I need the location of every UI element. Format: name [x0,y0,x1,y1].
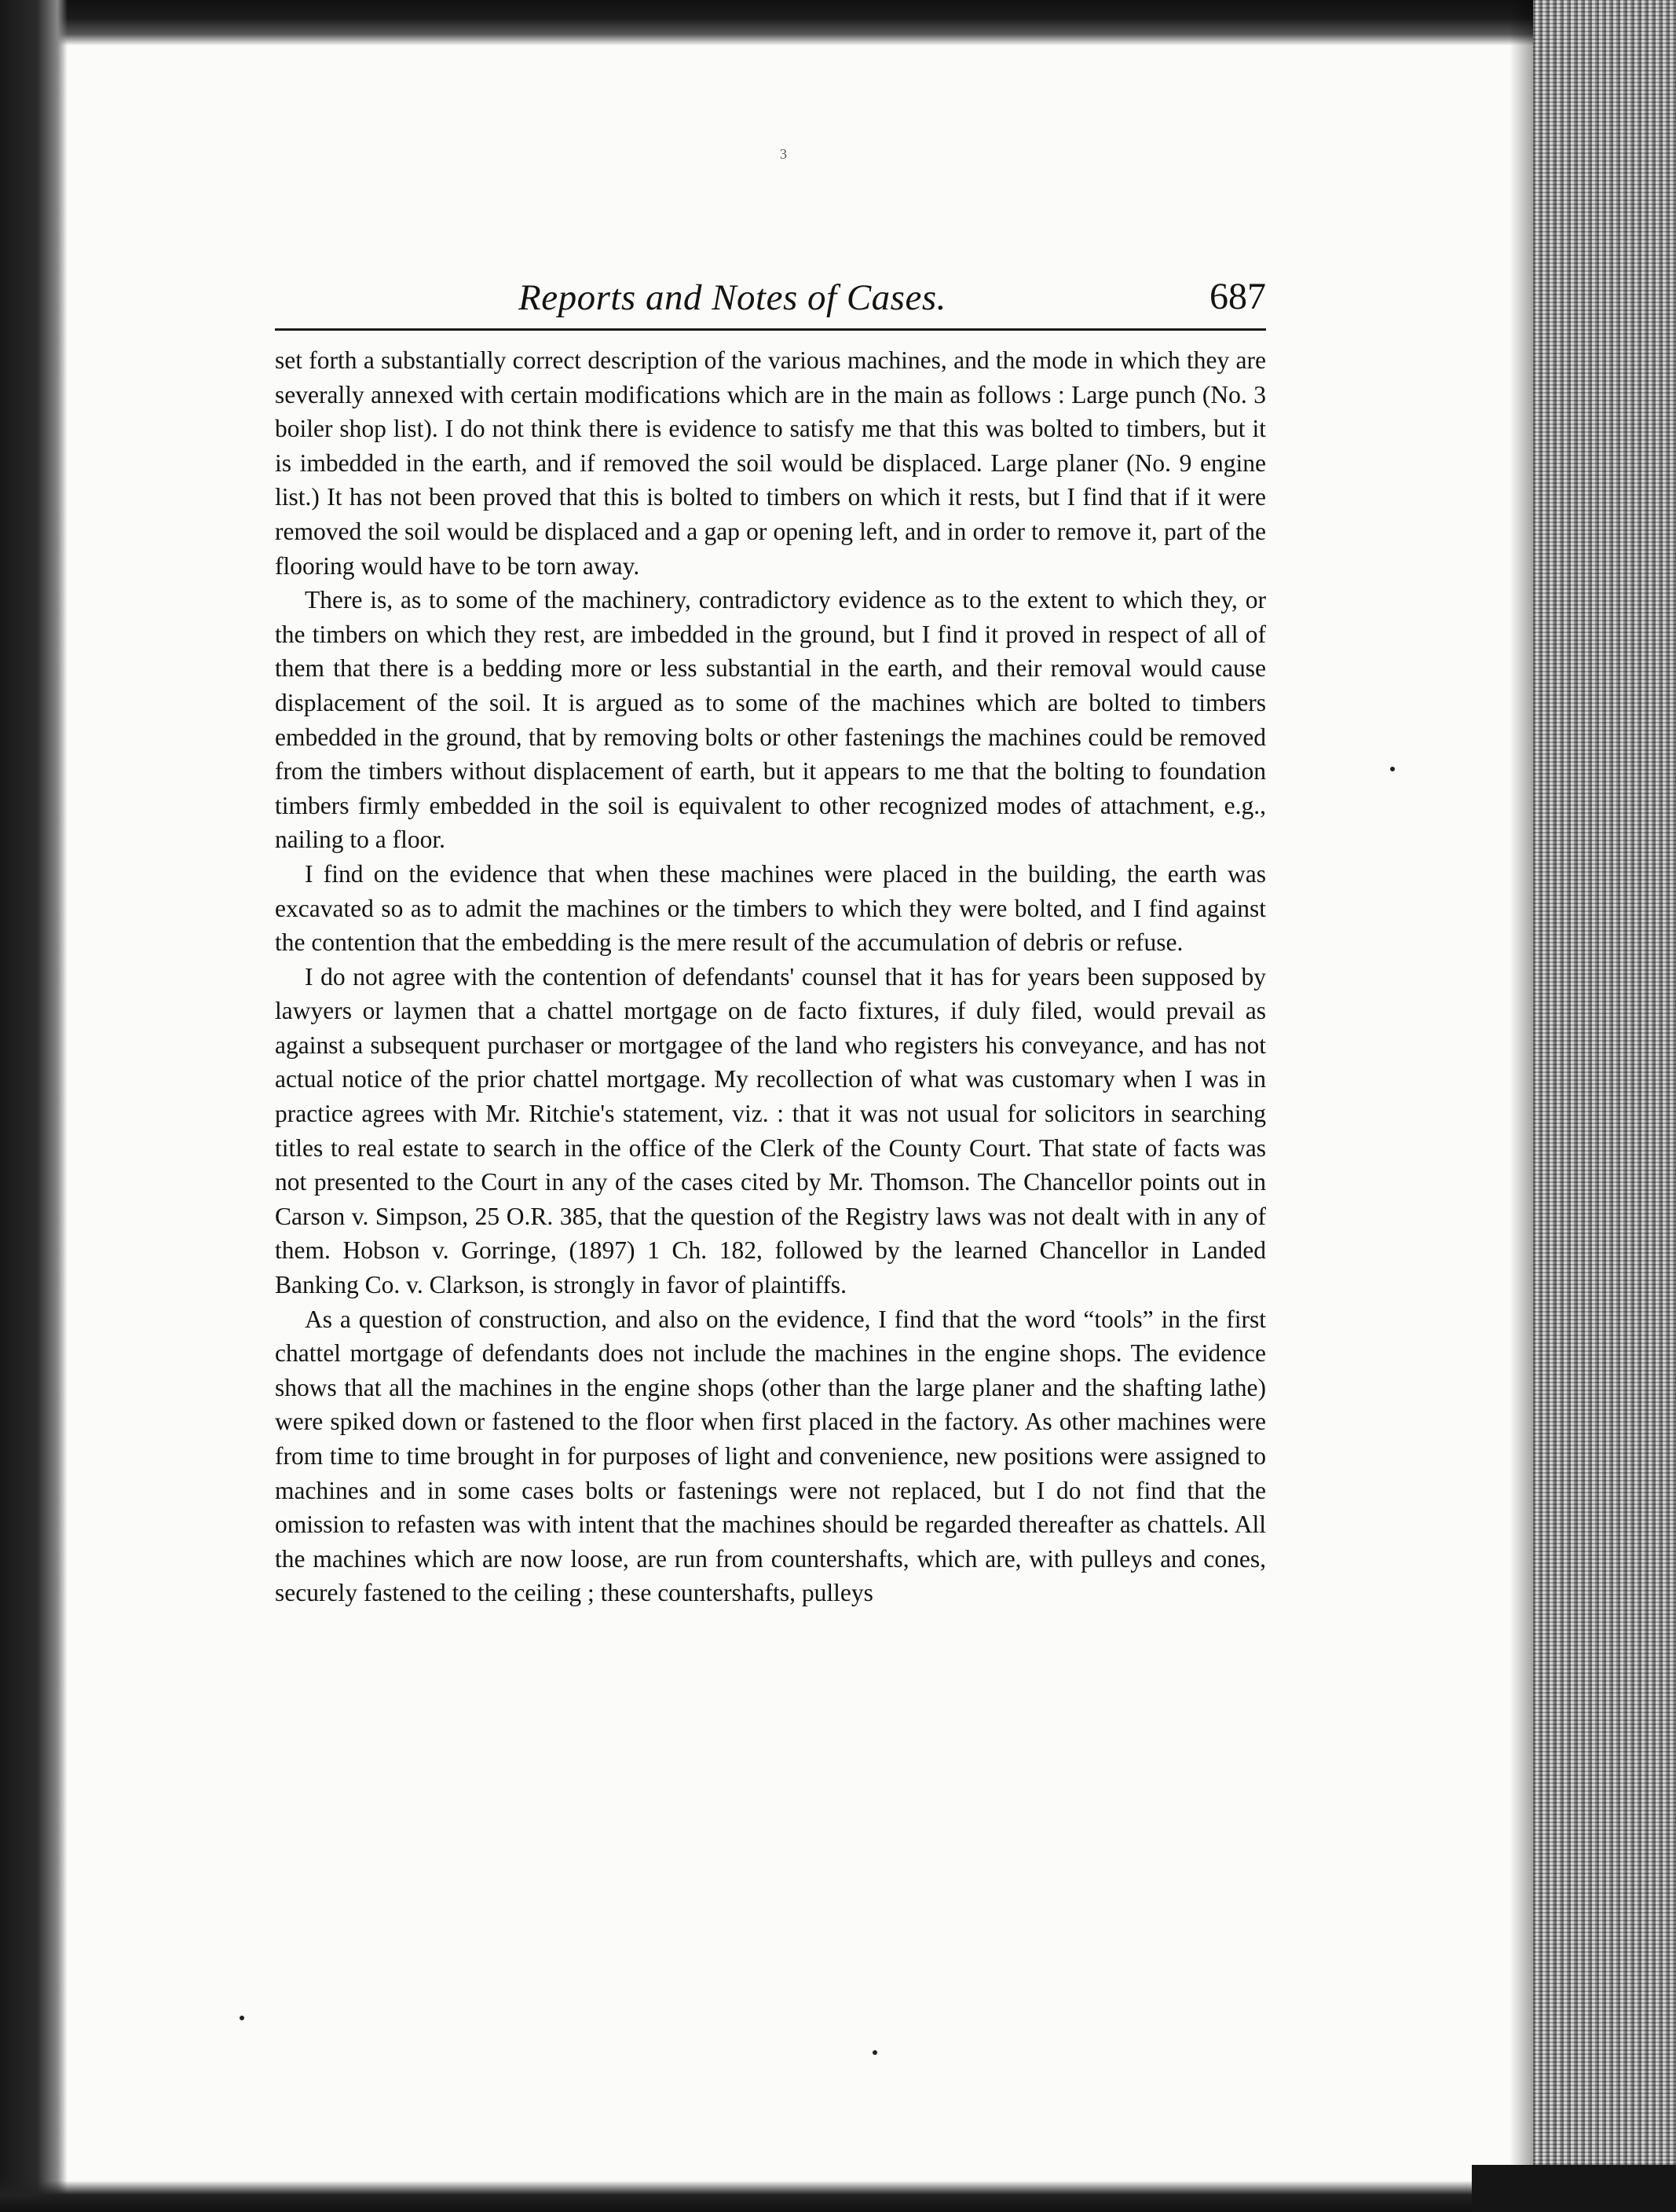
body-text [275,343,1266,1610]
scan-bottom-right-corner [1472,2165,1676,2212]
running-title: Reports and Notes of Cases. [518,277,946,318]
header-rule [275,328,1266,331]
page-number: 687 [1209,276,1266,317]
scan-top-edge [0,0,1676,46]
paragraph: There is, as to some of the machinery, contradictory evidence as to the extent to which they, or the timbers on which they rest, are imbedded in the ground, but I find it proved in respect of all of them that there is a bedding more or less substantial in the earth, and their removal would cause displacement of the soil. It is argued as to some of the machines which are bolted to timbers embedded in the ground, that by removing bolts or other fastenings the machines could be removed from the timbers without displacement of earth, but it appears to me that the bolting to foundation timbers firmly embedded in the soil is equivalent to other recognized modes of attachment, e.g., nailing to a floor. [275,586,1266,854]
ink-speck [1390,767,1395,771]
page-content [275,276,1266,1610]
paragraph: As a question of construction, and also on the evidence, I find that the word “tools” in the first chattel mortgage of defendants does not include the machines in the engine shops. The evidence shows that all the machines in the engine shops (other than the large planer and the shafting lathe) were spiked down or fastened to the floor when first placed in the factory. As other machines were from time to time brought in for purposes of light and convenience, new positions were assigned to machines and in some cases bolts or fastenings were not replaced, but I do not find that the omission to refasten was with intent that the machines should be regarded thereafter as chattels. All the machines which are now loose, are run from countershafts, which are, with pulleys and cones, securely fastened to the ceiling ; these countershafts, pulleys [275,1305,1266,1607]
scan-left-edge [0,0,68,2212]
paragraph: I do not agree with the contention of defendants' counsel that it has for years been supposed by lawyers or laymen that a chattel mortgage on de facto fixtures, if duly filed, would prevail as against a subsequent purchaser or mortgagee of the land who registers his conveyance, and has not actual notice of the prior chattel mortgage. My recollection of what was customary when I was in practice agrees with Mr. Ritchie's statement, viz. : that it was not usual for solicitors in searching titles to real estate to search in the office of the Clerk of the County Court. That state of facts was not presented to the Court in any of the cases cited by Mr. Thomson. The Chancellor points out in Carson v. Simpson, 25 O.R. 385, that the question of the Registry laws was not dealt with in any of them. Hobson v. Gorringe, (1897) 1 Ch. 182, followed by the learned Chancellor in Landed Banking Co. v. Clarkson, is strongly in favor of plaintiffs. [275,962,1266,1299]
scan-right-edge [1533,0,1676,2212]
scan-bottom-edge [0,2181,1676,2212]
scan-binding-shadow [1509,0,1533,2212]
top-mark: 3 [780,146,787,162]
ink-speck [873,2050,877,2055]
ink-speck [240,2016,244,2020]
running-head [275,276,1266,328]
paragraph: I find on the evidence that when these machines were placed in the building, the earth was excavated so as to admit the machines or the timbers to which they were bolted, and I find against the contention that the embedding is the mere result of the accumulation of debris or refuse. [275,859,1266,957]
paragraph: set forth a substantially correct description of the various machines, and the mode in which they are severally annexed with certain modifications which are in the main as follows : Large punch (No. 3 boiler shop list). I do not think there is evidence to satisfy me that this was bolted to timbers, but it is imbedded in the earth, and if removed the soil would be displaced. Large planer (No. 9 engine list.) It has not been proved that this is bolted to timbers on which it rests, but I find that if it were removed the soil would be displaced and a gap or opening left, and in order to remove it, part of the flooring would have to be torn away. [275,346,1266,580]
